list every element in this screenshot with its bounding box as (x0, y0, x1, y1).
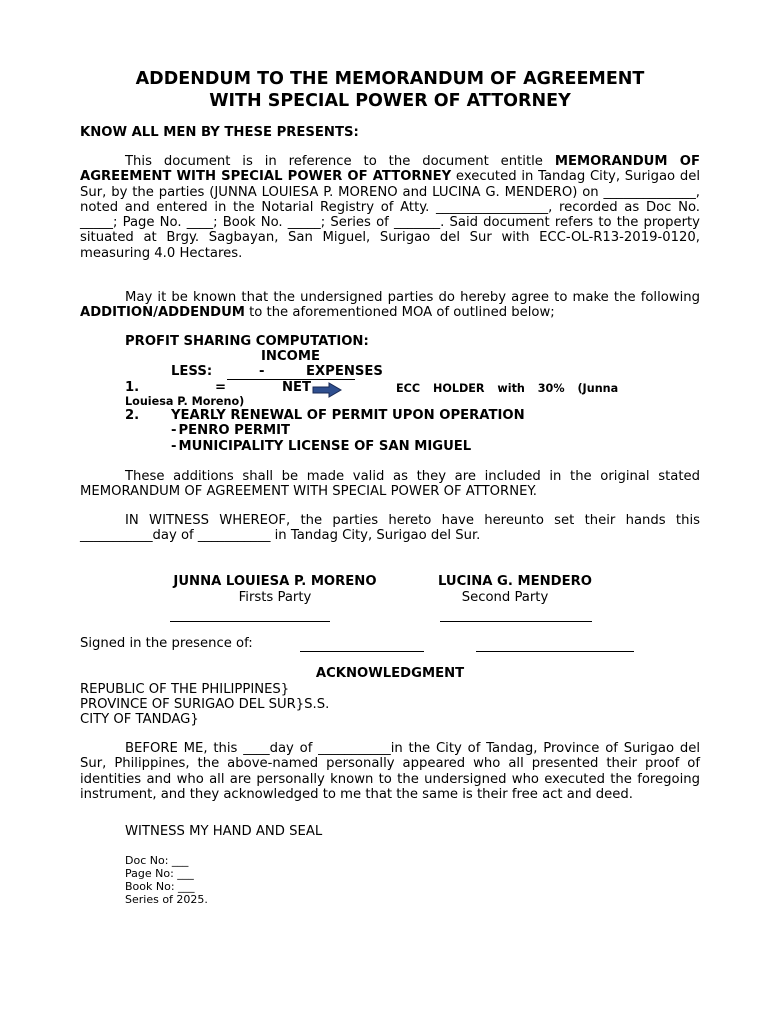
document-title-line2: WITH SPECIAL POWER OF ATTORNEY (209, 91, 571, 111)
witness1-signature-line (300, 651, 424, 652)
party2-role: Second Party (461, 590, 549, 605)
notary-page-no: Page No: ___ (125, 867, 194, 880)
notary-doc-no: Doc No: ___ (125, 854, 189, 867)
party1-name: JUNNA LOUIESA P. MORENO (173, 574, 377, 589)
party1-signature-line (170, 621, 330, 622)
signed-presence-label: Signed in the presence of: (80, 636, 253, 651)
arrow-right-icon (312, 382, 342, 398)
sub-item-penro: - PENRO PERMIT (171, 423, 291, 438)
item1-number: 1. (125, 380, 140, 395)
document-title-line1: ADDENDUM TO THE MEMORANDUM OF AGREEMENT (135, 69, 645, 89)
ecc-holder-text: ECC HOLDER with 30% (Junna (396, 382, 619, 395)
notary-book-no: Book No: ___ (125, 880, 195, 893)
paragraph-validity: These additions shall be made valid as they are included in the original stated MEMORANDUM OF AGREEMENT WITH SPECIAL POWER OF ATTORNEY. (80, 469, 700, 500)
ecc-holder-continuation: Louiesa P. Moreno) (125, 395, 245, 408)
less-label: LESS: (171, 364, 213, 379)
ack-city: CITY OF TANDAG} (80, 712, 199, 727)
party1-role: Firsts Party (238, 590, 312, 605)
ack-province: PROVINCE OF SURIGAO DEL SUR}S.S. (80, 697, 330, 712)
item2-number: 2. (125, 408, 140, 423)
witness-hand-seal: WITNESS MY HAND AND SEAL (125, 824, 323, 839)
income-label: INCOME (261, 349, 320, 364)
know-all-heading: KNOW ALL MEN BY THESE PRESENTS: (80, 125, 359, 140)
item2-text: YEARLY RENEWAL OF PERMIT UPON OPERATION (171, 408, 525, 423)
witness2-signature-line (476, 651, 634, 652)
ack-republic: REPUBLIC OF THE PHILIPPINES} (80, 682, 290, 697)
paragraph-before-me: BEFORE ME, this ____day of ___________in the City of Tandag, Province of Surigao del Sur, Philippines, the above-named personally appeared who all presented their proof of identities and who all are personally known to the undersigned who executed the foregoing instrument, and they acknowledged to me that the same is their free act and deed. (80, 741, 700, 802)
profit-heading: PROFIT SHARING COMPUTATION: (125, 334, 369, 349)
expenses-label: EXPENSES (306, 364, 383, 379)
net-label: NET (282, 380, 312, 395)
sub-item-license: - MUNICIPALITY LICENSE OF SAN MIGUEL (171, 439, 472, 454)
notary-series: Series of 2025. (125, 893, 208, 906)
equals-sign: = (215, 380, 227, 395)
less-dash: - (259, 364, 265, 379)
paragraph-reference: This document is in reference to the document entitle MEMORANDUM OF AGREEMENT WITH SPECIAL POWER OF ATTORNEY executed in Tandag City, Surigao del Sur, by the parties (JUNNA LOUIESA P. MORENO and LUCINA G. MENDERO) on ______________, noted and entered in the Notarial Registry of Atty. _________________, recorded as Doc No. _____; Page No. ____; Book No. _____; Series of _______. Said document refers to the property situated at Brgy. Sagbayan, San Miguel, Surigao del Sur with ECC-OL-R13-2019-0120, measuring 4.0 Hectares. (80, 154, 700, 261)
paragraph-witness: IN WITNESS WHEREOF, the parties hereto have hereunto set their hands this ___________day of ___________ in Tandag City, Surigao del Sur. (80, 513, 700, 544)
party2-signature-line (440, 621, 592, 622)
party2-name: LUCINA G. MENDERO (438, 574, 592, 589)
acknowledgment-heading: ACKNOWLEDGMENT (315, 666, 465, 681)
paragraph-addendum: May it be known that the undersigned parties do hereby agree to make the following ADDITION/ADDENDUM to the aforementioned MOA of outlined below; (80, 290, 700, 321)
